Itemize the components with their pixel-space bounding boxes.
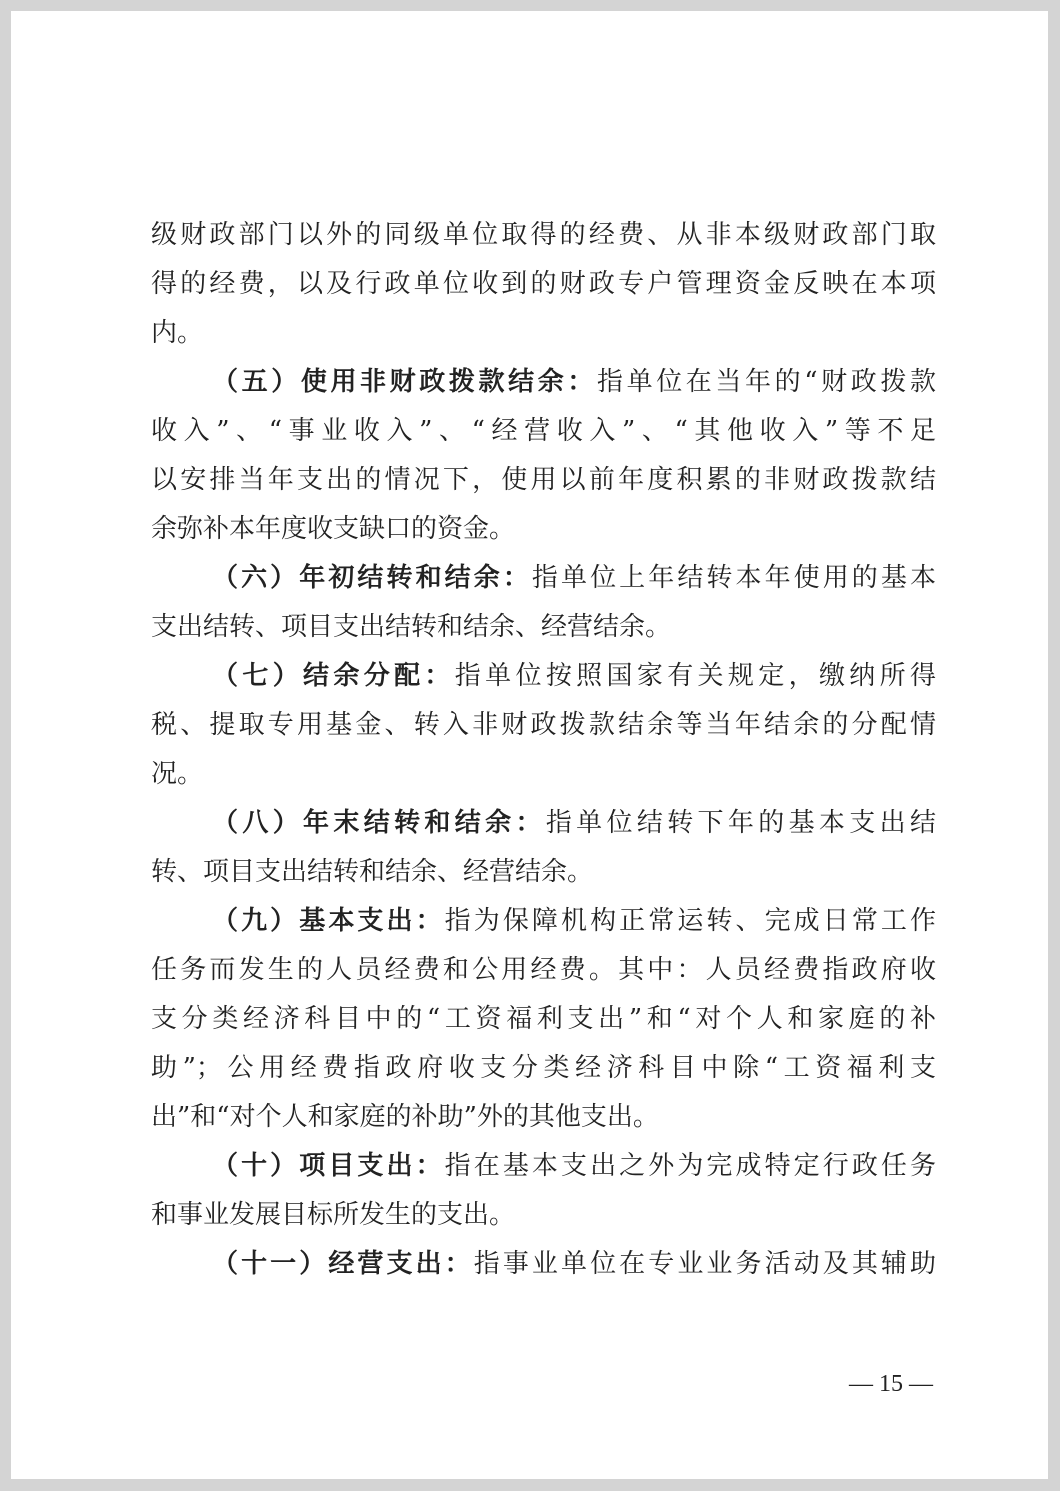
section-heading: （十）项目支出： [212, 1151, 445, 1181]
paragraph-heading-line: （十一）经营支出：指事业单位在专业业务活动及其辅助 [212, 1249, 936, 1279]
section-heading: （七）结余分配： [212, 661, 455, 691]
text-line: 支分类经济科目中的“工资福利支出”和“对个人和家庭的补 [151, 1004, 936, 1034]
document-page [11, 11, 1048, 1479]
paragraph-heading-line: （五）使用非财政拨款结余：指单位在当年的“财政拨款 [212, 367, 936, 397]
text-line: 出”和“对个人和家庭的补助”外的其他支出。 [151, 1102, 659, 1132]
text-line: 余弥补本年度收支缺口的资金。 [151, 514, 516, 544]
paragraph-heading-line: （九）基本支出：指为保障机构正常运转、完成日常工作 [212, 906, 936, 936]
paragraph-heading-line: （七）结余分配：指单位按照国家有关规定，缴纳所得 [212, 661, 936, 691]
section-heading: （八）年末结转和结余： [212, 808, 546, 838]
paragraph-heading-line: （八）年末结转和结余：指单位结转下年的基本支出结 [212, 808, 936, 838]
section-heading: （十一）经营支出： [212, 1249, 474, 1279]
text-line: 以安排当年支出的情况下，使用以前年度积累的非财政拨款结 [151, 465, 936, 495]
text-line: 支出结转、项目支出结转和结余、经营结余。 [151, 612, 672, 642]
section-heading: （五）使用非财政拨款结余： [212, 367, 597, 397]
page-number: — 15 — [849, 1371, 933, 1397]
section-heading: （九）基本支出： [212, 906, 445, 936]
text-line: 助”；公用经费指政府收支分类经济科目中除“工资福利支 [151, 1053, 936, 1083]
text-line: 收入”、“事业收入”、“经营收入”、“其他收入”等不足 [151, 416, 936, 446]
text-line: 任务而发生的人员经费和公用经费。其中：人员经费指政府收 [151, 955, 936, 985]
section-heading: （六）年初结转和结余： [212, 563, 532, 593]
paragraph-heading-line: （十）项目支出：指在基本支出之外为完成特定行政任务 [212, 1151, 936, 1181]
text-line: 得的经费，以及行政单位收到的财政专户管理资金反映在本项 [151, 269, 936, 299]
text-line: 和事业发展目标所发生的支出。 [151, 1200, 516, 1230]
text-line: 况。 [151, 759, 204, 789]
text-line: 转、项目支出结转和结余、经营结余。 [151, 857, 594, 887]
text-line: 税、提取专用基金、转入非财政拨款结余等当年结余的分配情 [151, 710, 936, 740]
text-line: 内。 [151, 318, 204, 348]
text-line: 级财政部门以外的同级单位取得的经费、从非本级财政部门取 [151, 220, 936, 250]
paragraph-heading-line: （六）年初结转和结余：指单位上年结转本年使用的基本 [212, 563, 936, 593]
